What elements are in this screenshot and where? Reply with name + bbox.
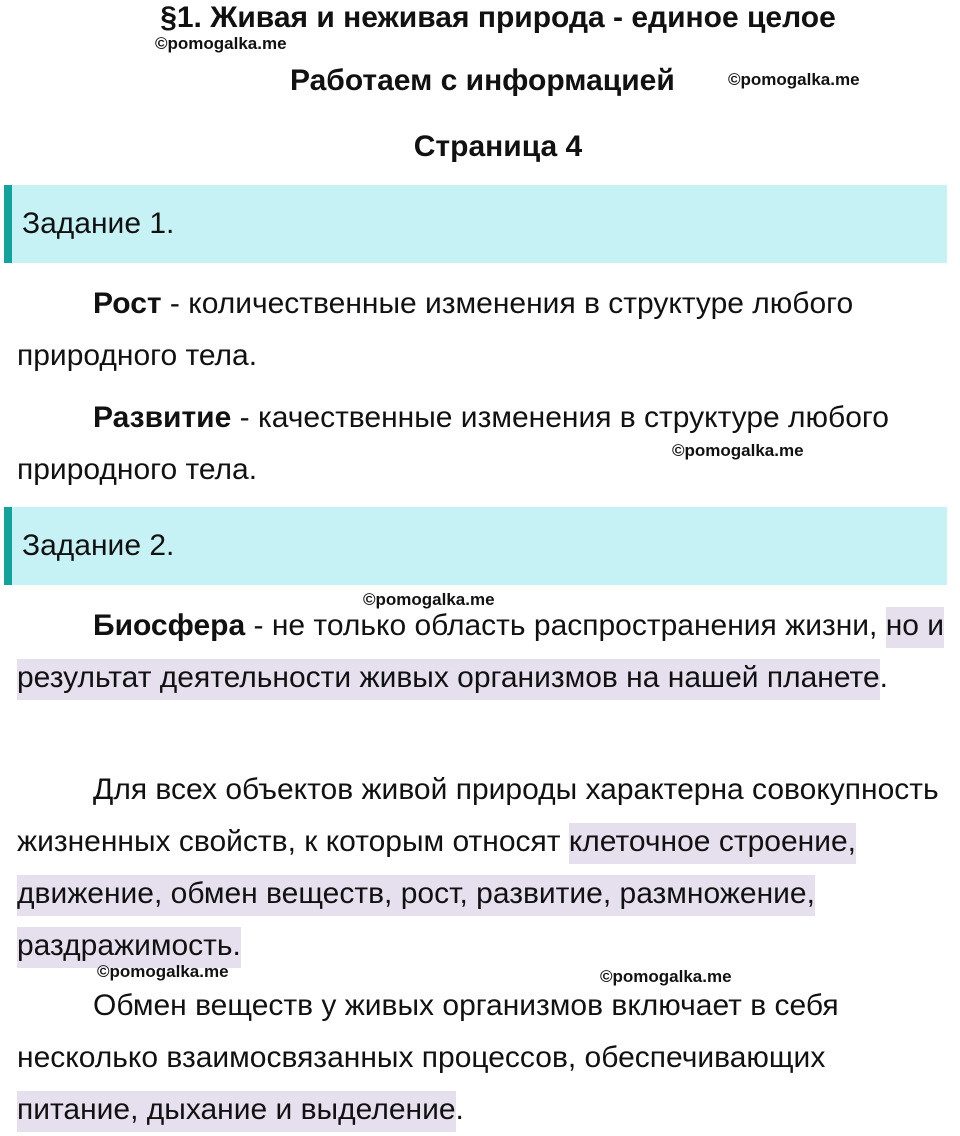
paragraph-tail: . [455, 1093, 464, 1126]
task-label: Задание 2. [22, 529, 175, 562]
task-header-2 [4, 507, 947, 585]
highlighted-text: питание, дыхание и выделение [17, 1091, 456, 1132]
text-paragraph [17, 764, 952, 972]
section-subtitle: Работаем с информацией [290, 64, 675, 97]
definition-paragraph [17, 600, 952, 704]
task-label: Задание 1. [22, 207, 175, 240]
definition-text: - качественные изменения в структуре любого природного тела. [17, 401, 889, 486]
paragraph-text: Для всех объектов живой природы характерна совокупность жизненных свойств, к которым относят [17, 773, 939, 858]
page-number-label: Страница 4 [413, 130, 583, 163]
watermark: ©pomogalka.me [155, 34, 287, 53]
watermark: ©pomogalka.me [728, 70, 860, 89]
watermark: ©pomogalka.me [600, 967, 732, 986]
definition-paragraph [17, 392, 952, 496]
highlighted-text: клеточное строение, движение, обмен веществ, рост, развитие, размножение, раздражимость. [17, 823, 856, 968]
definition-tail: . [879, 661, 888, 694]
paragraph-text: Обмен веществ у живых организмов включает в себя несколько взаимосвязанных процессов, обеспечивающих [17, 989, 839, 1074]
task-header-1 [4, 185, 947, 263]
term: Биосфера [93, 609, 246, 642]
watermark: ©pomogalka.me [97, 962, 229, 981]
term: Развитие [93, 401, 232, 434]
page-title: §1. Живая и неживая природа - единое целое [160, 1, 836, 34]
term: Рост [93, 287, 162, 320]
definition-text: - количественные изменения в структуре любого природного тела. [17, 287, 854, 372]
definition-paragraph [17, 278, 952, 382]
watermark: ©pomogalka.me [363, 590, 495, 609]
highlighted-text: но и результат деятельности живых организмов на нашей планете [17, 607, 944, 700]
definition-text: - не только область распространения жизни, [245, 609, 886, 642]
text-paragraph [17, 980, 952, 1136]
watermark: ©pomogalka.me [672, 441, 804, 460]
